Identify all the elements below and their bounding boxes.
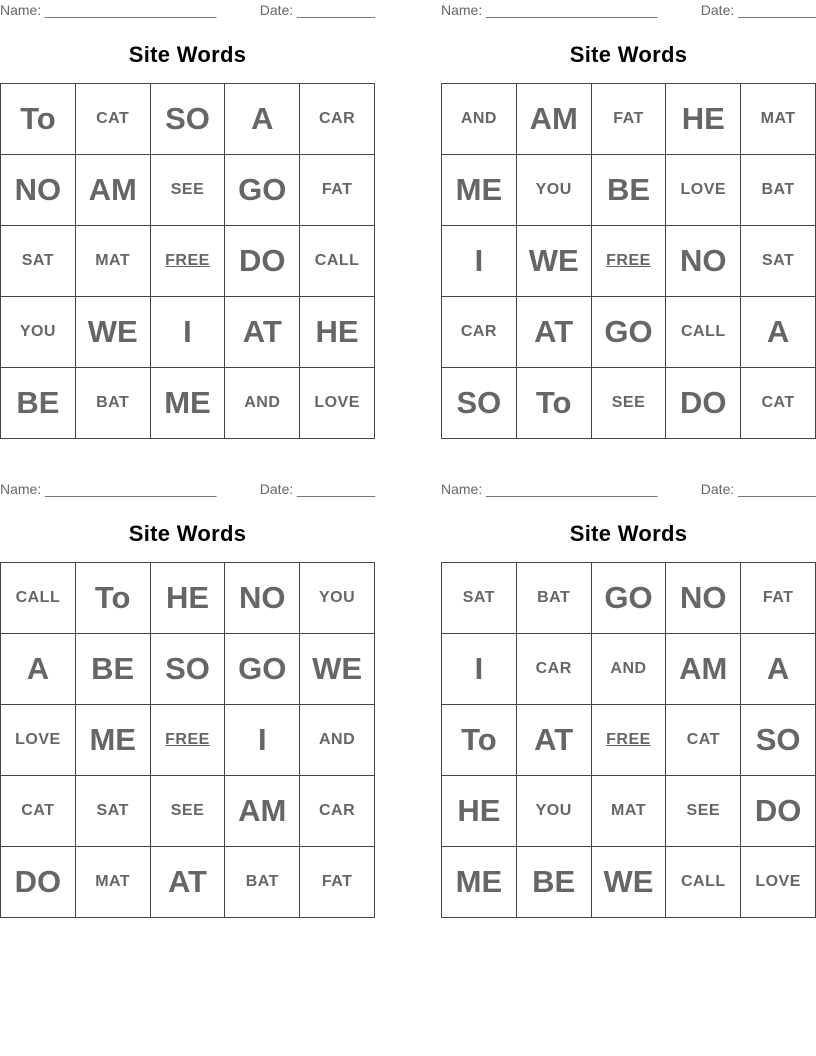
word-cell [150, 847, 225, 918]
grid-row [442, 776, 816, 847]
word-label: MAT [95, 873, 131, 890]
word-cell [1, 155, 76, 226]
grid-row [1, 776, 375, 847]
word-cell [442, 226, 517, 297]
word-label: BE [532, 864, 576, 899]
grid-row [1, 563, 375, 634]
word-cell [300, 84, 375, 155]
word-label: A [26, 651, 50, 686]
card-title: Site Words [569, 42, 688, 67]
grid-row [1, 297, 375, 368]
word-cell [1, 776, 76, 847]
word-cell [591, 84, 666, 155]
grid-row [442, 226, 816, 297]
word-cell [225, 84, 300, 155]
word-cell [225, 226, 300, 297]
word-cell [1, 563, 76, 634]
word-label: ME [455, 172, 503, 207]
word-cell [225, 776, 300, 847]
word-label: AM [529, 101, 578, 136]
grid-row [442, 847, 816, 918]
word-label: DO [239, 243, 286, 278]
word-label: CAT [21, 802, 55, 819]
word-label: To [20, 101, 56, 136]
word-cell [442, 155, 517, 226]
card-header [0, 2, 375, 20]
word-label: NO [680, 243, 727, 278]
word-label: CALL [314, 252, 360, 269]
word-cell [741, 297, 816, 368]
word-label: WE [87, 314, 138, 349]
word-cell [741, 84, 816, 155]
word-cell [225, 155, 300, 226]
word-cell [591, 155, 666, 226]
word-label: BAT [96, 394, 130, 411]
word-cell [442, 847, 517, 918]
word-label: AM [238, 793, 287, 828]
word-label: LOVE [680, 181, 727, 198]
word-cell [516, 84, 591, 155]
word-cell [150, 84, 225, 155]
word-cell [442, 84, 517, 155]
word-cell [225, 705, 300, 776]
card-header [441, 2, 816, 20]
grid-row [1, 705, 375, 776]
bingo-card [441, 479, 816, 915]
name-field-label: Name: ______________________ [0, 481, 217, 497]
word-label: NO [680, 580, 727, 615]
word-cell [442, 705, 517, 776]
word-label: SEE [686, 802, 721, 819]
date-field-label: Date: __________ [259, 481, 375, 497]
word-cell [516, 776, 591, 847]
word-label: YOU [535, 181, 572, 198]
word-cell [666, 776, 741, 847]
word-label: GO [604, 580, 653, 615]
word-label: HE [165, 580, 210, 615]
word-label: FAT [762, 589, 794, 606]
word-label: I [474, 651, 484, 686]
word-label: SAT [21, 252, 55, 269]
word-cell [666, 705, 741, 776]
word-cell [591, 847, 666, 918]
word-cell [442, 563, 517, 634]
word-cell [1, 297, 76, 368]
word-cell [300, 847, 375, 918]
word-label: CAR [319, 110, 356, 127]
word-label: FREE [165, 252, 210, 269]
free-space-cell [591, 226, 666, 297]
word-cell [150, 776, 225, 847]
word-cell [516, 847, 591, 918]
free-space-cell [150, 705, 225, 776]
word-label: SO [456, 385, 502, 420]
word-cell [75, 155, 150, 226]
word-cell [666, 368, 741, 439]
date-field-label: Date: __________ [700, 481, 816, 497]
word-label: AND [610, 660, 647, 677]
word-label: YOU [19, 323, 56, 340]
word-label: FAT [613, 110, 644, 127]
word-label: A [251, 101, 274, 136]
word-cell [75, 368, 150, 439]
free-space-cell [591, 705, 666, 776]
word-cell [150, 634, 225, 705]
bingo-card [0, 479, 375, 915]
word-label: FREE [606, 731, 651, 748]
grid-row [442, 634, 816, 705]
word-cell [516, 368, 591, 439]
word-label: NO [14, 172, 62, 207]
card-header [441, 481, 816, 499]
word-cell [300, 776, 375, 847]
word-cell [225, 634, 300, 705]
word-label: ME [164, 385, 211, 420]
word-cell [1, 226, 76, 297]
word-label: GO [238, 172, 287, 207]
word-cell [591, 563, 666, 634]
word-cell [741, 705, 816, 776]
word-label: AND [244, 394, 281, 411]
bingo-grid [0, 83, 375, 439]
date-field-label: Date: __________ [700, 2, 816, 18]
word-label: BAT [761, 181, 795, 198]
free-space-cell [150, 226, 225, 297]
word-label: FREE [606, 252, 651, 269]
word-cell [516, 155, 591, 226]
word-cell [516, 563, 591, 634]
word-label: AND [319, 731, 356, 748]
word-cell [741, 155, 816, 226]
word-cell [741, 776, 816, 847]
word-label: BE [606, 172, 651, 207]
word-label: FAT [321, 181, 353, 198]
word-label: SO [165, 101, 210, 136]
word-label: AM [679, 651, 728, 686]
word-cell [1, 634, 76, 705]
word-cell [75, 847, 150, 918]
word-label: WE [603, 864, 654, 899]
grid-row [442, 705, 816, 776]
word-label: CALL [680, 323, 726, 340]
word-label: SAT [761, 252, 795, 269]
word-cell [300, 368, 375, 439]
word-label: AT [534, 314, 574, 349]
word-cell [75, 634, 150, 705]
word-label: CALL [680, 873, 726, 890]
word-label: BAT [245, 873, 279, 890]
grid-row [1, 226, 375, 297]
word-cell [666, 84, 741, 155]
grid-row [442, 297, 816, 368]
word-label: WE [312, 651, 363, 686]
word-cell [666, 297, 741, 368]
word-label: MAT [95, 252, 131, 269]
word-cell [300, 563, 375, 634]
word-cell [741, 368, 816, 439]
word-label: GO [604, 314, 653, 349]
word-label: DO [680, 385, 727, 420]
word-cell [1, 705, 76, 776]
word-label: MAT [760, 110, 796, 127]
word-label: HE [681, 101, 725, 136]
grid-row [1, 634, 375, 705]
word-label: To [461, 722, 497, 757]
grid-row [442, 155, 816, 226]
word-label: CAR [535, 660, 572, 677]
word-label: GO [238, 651, 287, 686]
word-label: SAT [96, 802, 129, 819]
word-label: BAT [537, 589, 571, 606]
word-cell [225, 297, 300, 368]
word-cell [1, 847, 76, 918]
word-cell [1, 368, 76, 439]
word-cell [442, 297, 517, 368]
card-header [0, 481, 375, 499]
word-label: LOVE [15, 731, 61, 748]
grid-row [442, 368, 816, 439]
word-cell [300, 634, 375, 705]
name-field-label: Name: ______________________ [441, 481, 658, 497]
name-field-label: Name: ______________________ [0, 2, 217, 18]
word-label: YOU [535, 802, 572, 819]
word-cell [591, 297, 666, 368]
bingo-grid [441, 83, 816, 439]
word-cell [516, 705, 591, 776]
word-label: I [183, 314, 192, 349]
word-label: DO [754, 793, 802, 828]
grid-row [442, 563, 816, 634]
grid-row [1, 155, 375, 226]
word-label: SAT [462, 589, 496, 606]
word-cell [666, 563, 741, 634]
word-cell [150, 155, 225, 226]
word-cell [225, 368, 300, 439]
word-cell [666, 847, 741, 918]
word-cell [300, 297, 375, 368]
word-cell [591, 776, 666, 847]
word-cell [741, 563, 816, 634]
card-title: Site Words [128, 521, 247, 546]
bingo-card [441, 0, 816, 436]
word-label: LOVE [755, 873, 801, 890]
word-cell [225, 847, 300, 918]
word-cell [75, 776, 150, 847]
word-label: HE [457, 793, 501, 828]
word-cell [75, 297, 150, 368]
word-label: SO [755, 722, 801, 757]
word-label: FREE [165, 731, 210, 748]
word-label: A [766, 651, 790, 686]
word-cell [741, 847, 816, 918]
word-label: CAR [460, 323, 497, 340]
word-label: BE [91, 651, 135, 686]
word-cell [516, 297, 591, 368]
card-title: Site Words [569, 521, 688, 546]
word-label: ME [455, 864, 503, 899]
word-cell [150, 368, 225, 439]
word-cell [300, 226, 375, 297]
word-label: DO [14, 864, 62, 899]
word-cell [666, 155, 741, 226]
word-cell [666, 226, 741, 297]
word-label: I [257, 722, 267, 757]
word-cell [1, 84, 76, 155]
word-cell [75, 226, 150, 297]
grid-row [1, 368, 375, 439]
word-label: CAT [686, 731, 720, 748]
word-label: SEE [611, 394, 646, 411]
word-label: YOU [319, 589, 356, 606]
word-label: To [94, 580, 131, 615]
word-label: MAT [611, 802, 646, 819]
word-cell [666, 634, 741, 705]
bingo-grid [441, 562, 816, 918]
word-label: AT [242, 314, 282, 349]
word-label: To [535, 385, 572, 420]
word-cell [150, 297, 225, 368]
word-label: AT [534, 722, 574, 757]
word-cell [741, 226, 816, 297]
word-label: I [474, 243, 484, 278]
word-label: HE [315, 314, 359, 349]
word-label: AND [460, 110, 497, 127]
word-label: AM [88, 172, 137, 207]
word-cell [591, 634, 666, 705]
word-label: ME [89, 722, 136, 757]
word-cell [442, 368, 517, 439]
word-label: SO [165, 651, 210, 686]
word-label: WE [528, 243, 579, 278]
word-cell [516, 226, 591, 297]
word-label: CALL [15, 589, 61, 606]
word-label: A [766, 314, 790, 349]
word-cell [75, 705, 150, 776]
word-label: CAT [96, 110, 130, 127]
word-label: NO [239, 580, 286, 615]
word-cell [75, 84, 150, 155]
word-cell [225, 563, 300, 634]
word-cell [442, 776, 517, 847]
word-cell [741, 634, 816, 705]
word-label: SEE [170, 181, 205, 198]
card-title: Site Words [128, 42, 247, 67]
word-cell [300, 705, 375, 776]
word-label: LOVE [314, 394, 360, 411]
word-label: CAR [319, 802, 356, 819]
bingo-grid [0, 562, 375, 918]
grid-row [1, 84, 375, 155]
word-label: AT [167, 864, 207, 899]
word-label: FAT [321, 873, 353, 890]
word-cell [516, 634, 591, 705]
word-cell [75, 563, 150, 634]
word-label: BE [16, 385, 60, 420]
bingo-card [0, 0, 375, 436]
word-cell [442, 634, 517, 705]
word-label: SEE [170, 802, 205, 819]
name-field-label: Name: ______________________ [441, 2, 658, 18]
word-cell [591, 368, 666, 439]
word-label: CAT [761, 394, 795, 411]
word-cell [300, 155, 375, 226]
grid-row [1, 847, 375, 918]
grid-row [442, 84, 816, 155]
date-field-label: Date: __________ [259, 2, 375, 18]
word-cell [150, 563, 225, 634]
